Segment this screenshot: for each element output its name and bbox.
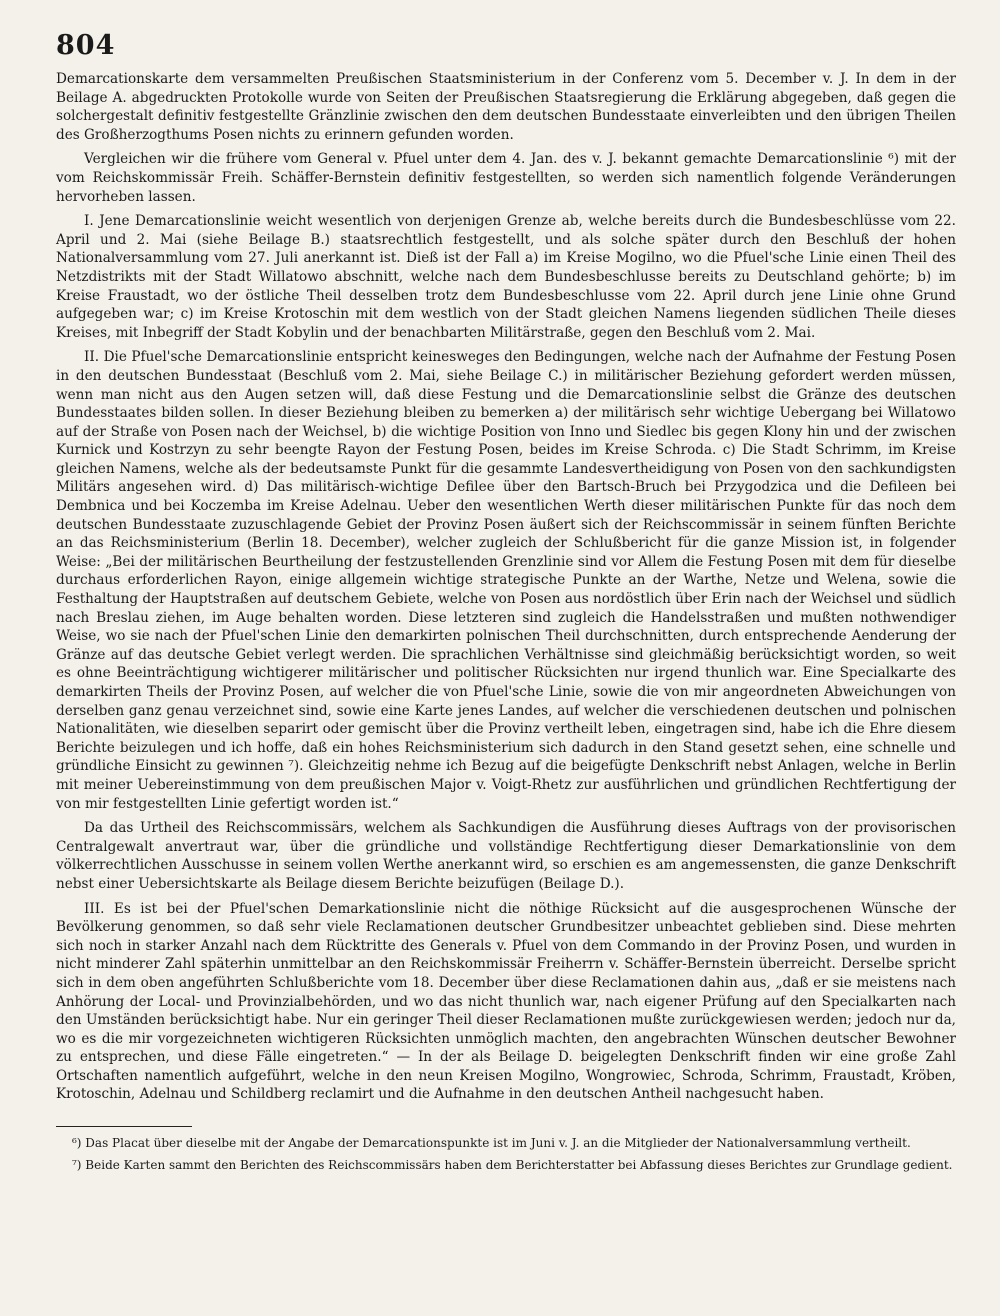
paragraph-judgement: Da das Urtheil des Reichscommissärs, welchem als Sachkundigen die Ausführung dieses Auftrags von der provisorischen Centralgewalt anvertraut war, über die gründliche und vollständige Rechtfertigung dieser Demarkationslinie von dem völkerrechtlichen Ausschusse in seinem vollen Werthe anerkannt wird, so erschien es am angemessensten, die ganze Denkschrift nebst einer Uebersichtskarte als Beilage diesem Berichte beizufügen (Beilage D.).	[56, 820, 956, 892]
paragraph-point-two: II. Die Pfuel'sche Demarcationslinie entspricht keinesweges den Bedingungen, welche nach der Aufnahme der Festung Posen in den deutschen Bundesstaat (Beschluß vom 2. Mai, siehe Beilage C.) in militärischer Beziehung gefordert werden müssen, wenn man nicht aus den Augen setzen will, daß diese Festung und die Demarcationslinie selbst die Gränze des deutschen Bundesstaates bilden sollen. In dieser Beziehung bleiben zu bemerken a) der militärisch sehr wichtige Uebergang bei Willatowo auf der Straße von Posen nach der Weichsel, b) die wichtige Position von Inno und Siedlec bis gegen Klony hin und der zwischen Kurnick und Kostrzyn zu sehr beengte Rayon der Festung Posen, beides im Kreise Schroda. c) Die Stadt Schrimm, im Kreise gleichen Namens, welche als der bedeutsamste Punkt für die gesammte Landesvertheidigung von Posen von den sachkundigsten Militärs angesehen wird. d) Das militärisch-wichtige Defilee über den Bartsch-Bruch bei Przygodzica und die Defileen bei Dembnica und bei Koczemba im Kreise Adelnau. Ueber den wesentlichen Werth dieser militärischen Punkte für das noch dem deutschen Bundesstaate zuzuschlagende Gebiet der Provinz Posen äußert sich der Reichscommissär in seinem fünften Berichte an das Reichsministerium (Berlin 18. December), welcher zugleich der Schlußbericht für die ganze Mission ist, in folgender Weise: „Bei der militärischen Beurtheilung der festzustellenden Grenzlinie sind vor Allem die Festung Posen mit dem für dieselbe durchaus erforderlichen Rayon, einige allgemein wichtige strategische Punkte an der Warthe, Netze und Welena, sowie die Festhaltung der Hauptstraßen auf deutschem Gebiete, welche von Posen aus nordöstlich über Erin nach der Weichsel und südlich nach Breslau ziehen, im Auge behalten worden. Diese letzteren sind zugleich die Handelsstraßen und mußten nothwendiger Weise, wo sie nach der Pfuel'schen Linie den demarkirten polnischen Theil durchschnitten, durch entsprechende Aenderung der Gränze auf das deutsche Gebiet verlegt werden. Die sprachlichen Verhältnisse sind gleichmäßig berücksichtigt worden, so weit es ohne Beeinträchtigung wichtigerer militärischer und politischer Rücksichten nur irgend thunlich war. Eine Specialkarte des demarkirten Theils der Provinz Posen, auf welcher die von Pfuel'sche Linie, sowie die von mir angeordneten Abweichungen von derselben ganz genau verzeichnet sind, sowie eine Karte jenes Landes, auf welcher die verschiedenen deutschen und polnischen Nationalitäten, wie dieselben separirt oder gemischt über die Provinz vertheilt leben, eingetragen sind, habe ich die Ehre diesem Berichte beizulegen und ich hoffe, daß ein hohes Reichsministerium sich dadurch in den Stand gesetzt sehen, eine schnelle und gründliche Einsicht zu gewinnen ⁷). Gleichzeitig nehme ich Bezug auf die beigefügte Denkschrift nebst Anlagen, welche in Berlin mit meiner Uebereinstimmung von dem preußischen Major v. Voigt-Rhetz zur ausführlichen und gründlichen Rechtfertigung der von mir festgestellten Linie gefertigt worden ist.“	[56, 349, 956, 812]
paragraph-point-three: III. Es ist bei der Pfuel'schen Demarkationslinie nicht die nöthige Rücksicht auf die ausgesprochenen Wünsche der Bevölkerung genommen, so daß sehr viele Reclamationen deutscher Grundbesitzer unbeachtet geblieben sind. Diese mehrten sich noch in starker Anzahl nach dem Rücktritte des Generals v. Pfuel von dem Commando in der Provinz Posen, und wurden in nicht minderer Zahl späterhin unmittelbar an den Reichskommissär Freiherrn v. Schäffer-Bernstein überreicht. Derselbe spricht sich in dem oben angeführten Schlußberichte vom 18. December über diese Reclamationen dahin aus, „daß er sie meistens nach Anhörung der Local- und Provinzialbehörden, und wo das nicht thunlich war, nach eigener Prüfung auf den Specialkarten nach den Umständen berücksichtigt habe. Nur ein geringer Theil dieser Reclamationen mußte zurückgewiesen werden; jedoch nur da, wo es die mir vorgezeichneten wichtigeren Rücksichten unmöglich machten, den angebrachten Wünschen deutscher Bewohner zu entsprechen, und diese Fälle eingetreten.“ — In der als Beilage D. beigelegten Denkschrift finden wir eine große Zahl Ortschaften namentlich aufgeführt, welche in den neun Kreisen Mogilno, Wongrowiec, Schroda, Schrimm, Fraustadt, Kröben, Krotoschin, Adelnau und Schildberg reclamirt und die Aufnahme in den deutschen Antheil nachgesucht haben.	[56, 900, 956, 1103]
paragraph-comparison: Vergleichen wir die frühere vom General v. Pfuel unter dem 4. Jan. des v. J. bekannt gemachte Demarcationslinie ⁶) mit der vom Reichskommissär Freih. Schäffer-Bernstein definitiv festgestellten, so werden sich namentlich folgende Veränderungen hervorheben lassen.	[56, 151, 956, 205]
footnote-6: ⁶) Das Placat über dieselbe mit der Angabe der Demarcationspunkte ist im Juni v. J. an die Mitglieder der Nationalversammlung vertheilt.	[72, 1136, 911, 1151]
page-number: 804	[56, 30, 116, 61]
footnote-divider	[56, 1126, 192, 1127]
body-text	[56, 70, 956, 1104]
footnotes	[56, 1135, 956, 1173]
footnote-7: ⁷) Beide Karten sammt den Berichten des Reichscommissärs haben dem Berichterstatter bei Abfassung dieses Berichtes zur Grundlage gedient.	[72, 1158, 953, 1173]
paragraph-continuation: Demarcationskarte dem versammelten Preußischen Staatsministerium in der Conferenz vom 5. December v. J. In dem in der Beilage A. abgedruckten Protokolle wurde von Seiten der Preußischen Staatsregierung die Erklärung abgegeben, daß gegen die solchergestalt definitiv festgestellte Gränzlinie zwischen den dem deutschen Bundesstaate einverleibten und den übrigen Theilen des Großherzogthums Posen nichts zu erinnern gefunden worden.	[56, 71, 956, 143]
paragraph-point-one: I. Jene Demarcationslinie weicht wesentlich von derjenigen Grenze ab, welche bereits durch die Bundesbeschlüsse vom 22. April und 2. Mai (siehe Beilage B.) staatsrechtlich festgestellt, und als solche später durch den Beschluß der hohen Nationalversammlung vom 27. Juli anerkannt ist. Dieß ist der Fall a) im Kreise Mogilno, wo die Pfuel'sche Linie einen Theil des Netzdistrikts mit der Stadt Willatowo abschnitt, welche nach dem Bundesbeschlusse bereits zu Deutschland gehörte; b) im Kreise Fraustadt, wo der östliche Theil desselben trotz dem Bundesbeschlusse vom 22. April durch jene Linie ohne Grund aufgegeben war; c) im Kreise Krotoschin mit dem westlich von der Stadt gleichen Namens liegenden südlichen Theile dieses Kreises, mit Inbegriff der Stadt Kobylin und der benachbarten Militärstraße, gegen den Beschluß vom 2. Mai.	[56, 213, 956, 341]
